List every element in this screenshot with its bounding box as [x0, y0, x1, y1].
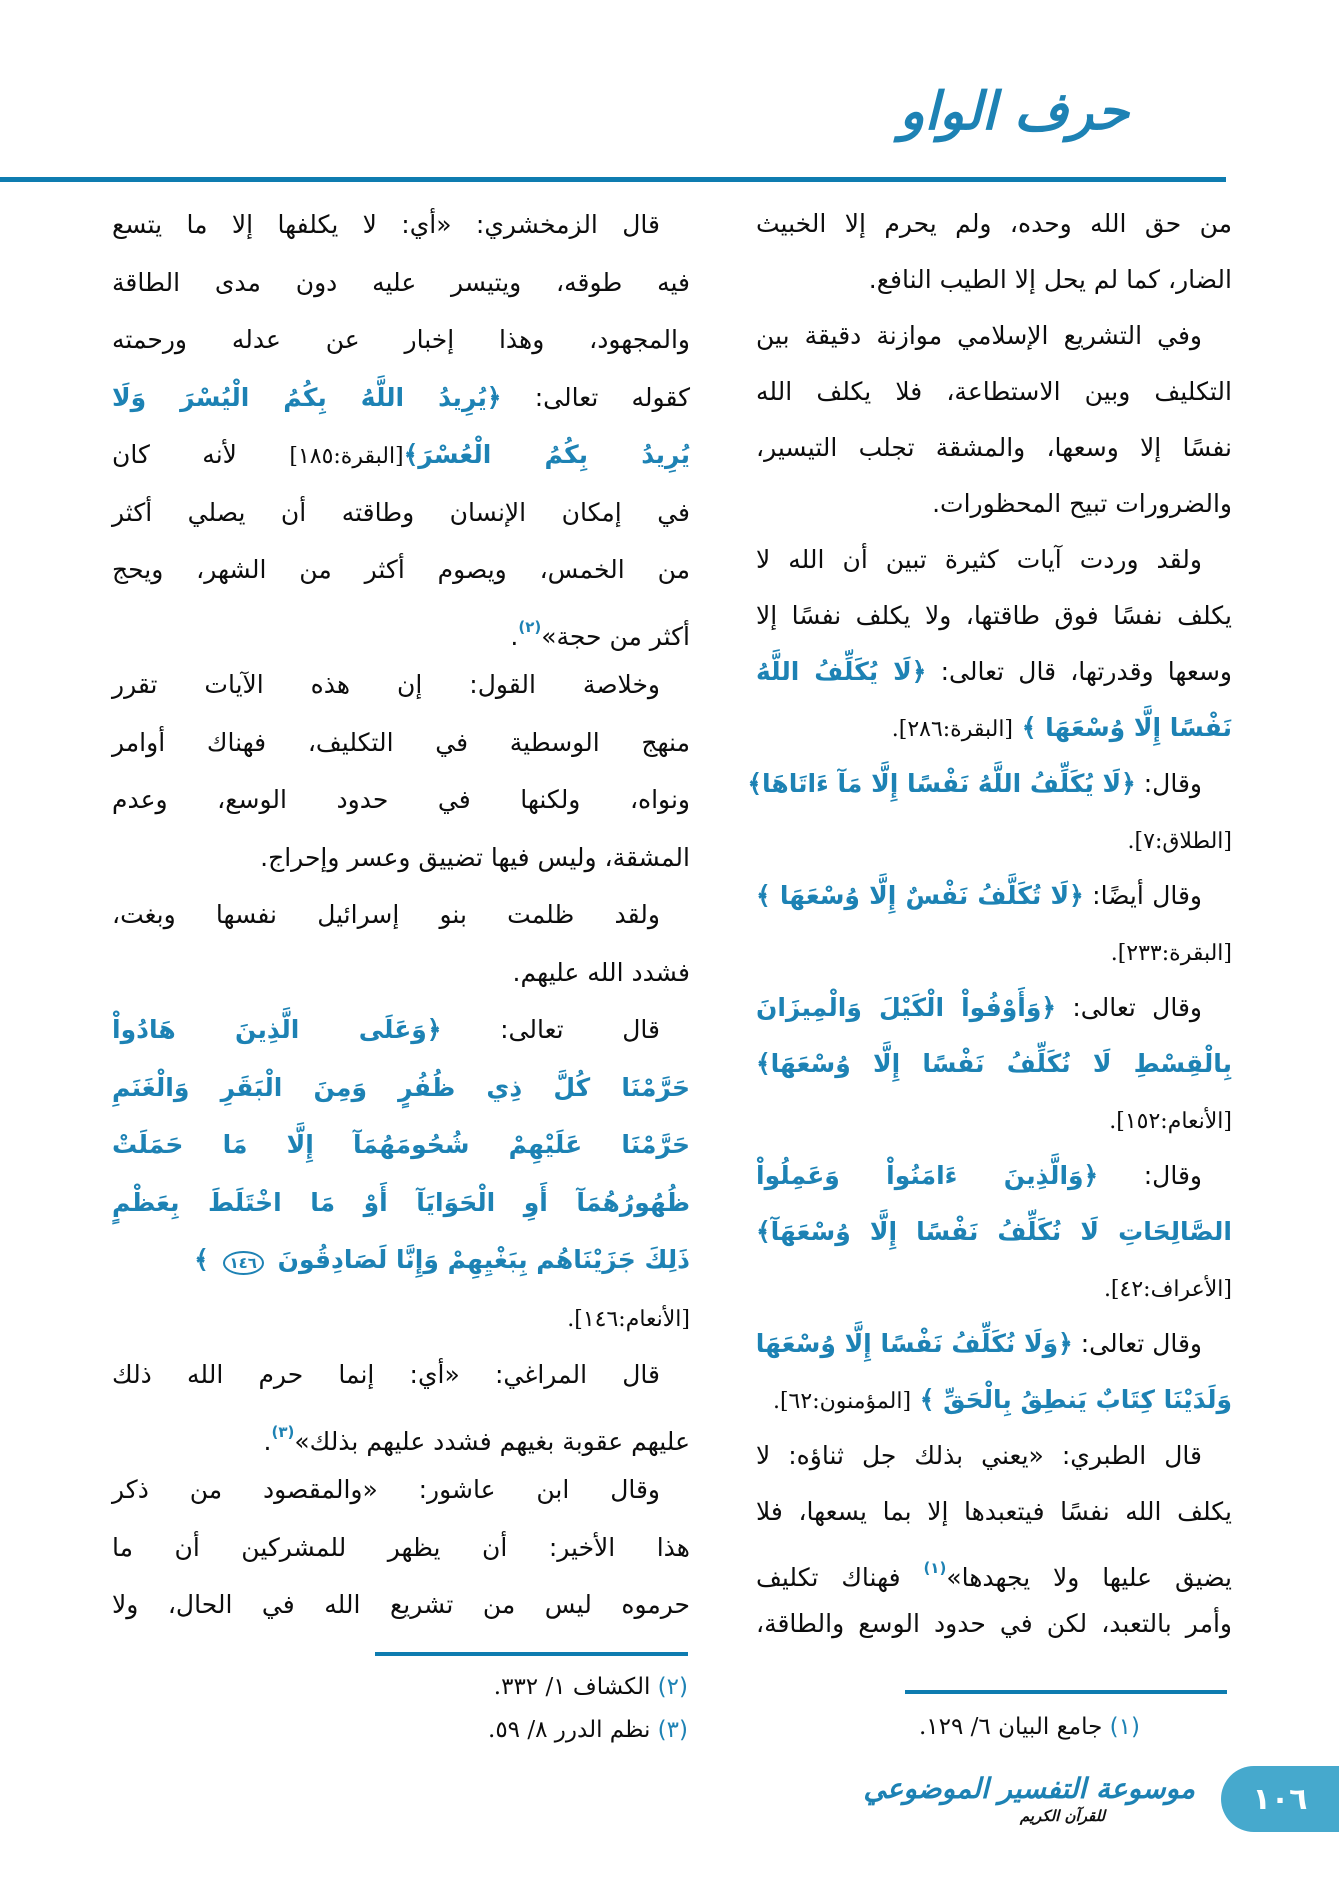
- text-line: [112, 369, 690, 427]
- body-text: وخلاصة القول: إن هذه الآيات تقرر: [112, 670, 660, 699]
- text-line: [756, 588, 1232, 644]
- body-text: يضيق عليها ولا يجهدها»: [946, 1563, 1232, 1592]
- text-line: [112, 771, 690, 829]
- text-line: [756, 196, 1232, 252]
- verse-reference: [الطلاق:٧].: [1127, 829, 1232, 854]
- text-line: [756, 1596, 1232, 1652]
- page-number-badge: [1221, 1766, 1339, 1832]
- quran-verse-text: ﴿يُرِيدُ اللَّهُ بِكُمُ الْيُسْرَ وَلَا: [112, 382, 502, 412]
- chapter-title-calligraphy: حرف الواو: [899, 82, 1129, 142]
- footnote-marker: (٢): [518, 617, 542, 636]
- text-line: [112, 714, 690, 772]
- body-text: من الخمس، ويصوم أكثر من الشهر، ويحج: [112, 555, 690, 584]
- text-line: [112, 1174, 690, 1232]
- quran-verse-text: ﴿لَا يُكَلِّفُ اللَّهُ: [756, 657, 927, 686]
- footnote-marker: (٣): [271, 1422, 295, 1441]
- ayah-number: ١٤٦: [223, 1251, 264, 1275]
- footnote-text: الكشاف ١/ ٣٣٢.: [493, 1674, 651, 1700]
- body-text: قال المراغي: «أي: إنما حرم الله ذلك: [112, 1360, 660, 1389]
- body-text: وقال تعالى:: [1072, 1329, 1202, 1358]
- body-text: كقوله تعالى:: [501, 382, 690, 412]
- body-text: من حق الله وحده، ولم يحرم إلا الخبيث: [756, 209, 1232, 238]
- body-text: والضرورات تبيح المحظورات.: [932, 489, 1232, 518]
- verse-reference: [الأنعام:١٥٢].: [1109, 1109, 1232, 1134]
- footnote: [128, 1666, 688, 1709]
- body-text: وقال:: [1098, 1161, 1202, 1190]
- footnote-marker: (٢): [650, 1674, 688, 1700]
- quran-verse-text: ظُهُورُهُمَآ أَوِ الْحَوَايَآ أَوْ مَا اخْتَلَطَ بِعَظْمٍ: [112, 1187, 690, 1217]
- text-line: [756, 1092, 1232, 1148]
- body-text: التكليف وبين الاستطاعة، فلا يكلف الله: [756, 377, 1232, 406]
- body-text: ولقد ظلمت بنو إسرائيل نفسها وبغت،: [112, 900, 660, 929]
- quran-verse-text: ﴿وَلَا نُكَلِّفُ نَفْسًا إِلَّا وُسْعَهَا: [755, 1329, 1073, 1358]
- body-text: المشقة، وليس فيها تضييق وعسر وإحراج.: [260, 842, 690, 872]
- body-text: وسعها وقدرتها، قال تعالى:: [926, 657, 1232, 686]
- text-line: [756, 980, 1232, 1036]
- text-line: [112, 1231, 690, 1289]
- body-text: يكلف نفسًا فوق طاقتها، ولا يكلف نفسًا إلا: [756, 601, 1232, 630]
- body-text: يكلف الله نفسًا فيتعبدها إلا بما يسعها، فلا: [756, 1497, 1232, 1526]
- body-text: ولقد وردت آيات كثيرة تبين أن الله لا: [756, 545, 1202, 574]
- body-text: قال الطبري: «يعني بذلك جل ثناؤه: لا: [756, 1441, 1202, 1470]
- text-column-left: [112, 196, 690, 1634]
- body-text: والمجهود، وهذا إخبار عن عدله ورحمته: [112, 325, 690, 354]
- page-number: ١٠٦: [1252, 1781, 1308, 1817]
- publisher-logo: [863, 1772, 1195, 1825]
- text-line: [112, 1519, 690, 1577]
- verse-reference: [البقرة:٢٣٣].: [1110, 941, 1232, 966]
- text-line: [756, 1204, 1232, 1260]
- text-line: [756, 308, 1232, 364]
- text-line: [756, 868, 1232, 924]
- body-text: منهج الوسطية في التكليف، فهناك أوامر: [112, 727, 690, 757]
- body-text: قال تعالى:: [441, 1015, 660, 1044]
- text-line: [112, 1001, 690, 1059]
- footnotes-left-column: [128, 1666, 688, 1752]
- quran-verse-text: ذَلِكَ جَزَيْنَاهُم بِبَغْيِهِمْ وَإِنَّا لَصَادِقُونَ: [268, 1245, 690, 1274]
- verse-reference: [البقرة:٢٨٦].: [891, 717, 1014, 742]
- body-text: الضار، كما لم يحل إلا الطيب النافع.: [868, 265, 1232, 294]
- text-line: [112, 311, 690, 369]
- footnote-marker: (٣): [650, 1717, 688, 1743]
- text-line: [112, 1059, 690, 1117]
- footnote-separator-right: [905, 1690, 1227, 1694]
- text-line: [112, 944, 690, 1002]
- body-text: وقال أيضًا:: [1083, 881, 1202, 910]
- text-line: [747, 756, 1232, 812]
- body-text: فهناك تكليف: [756, 1563, 924, 1592]
- text-line: [756, 1428, 1232, 1484]
- text-line: [112, 196, 690, 254]
- verse-reference: [البقرة:١٨٥]: [289, 444, 404, 469]
- body-text: هذا الأخير: أن يظهر للمشركين أن ما: [112, 1532, 690, 1562]
- body-text: حرموه ليس من تشريع الله في الحال، ولا: [112, 1590, 690, 1619]
- footnote-text: جامع البيان ٦/ ١٢٩.: [918, 1714, 1103, 1740]
- body-text: في إمكان الإنسان وطاقته أن يصلي أكثر: [112, 497, 690, 527]
- quran-verse-text: ﴿وَالَّذِينَ ءَامَنُواْ وَعَمِلُواْ: [756, 1161, 1099, 1190]
- body-text: أكثر من حجة»: [541, 621, 690, 651]
- quran-verse-text: ﴿وَعَلَى الَّذِينَ هَادُواْ: [112, 1015, 442, 1044]
- quran-verse-text: ﴿لَا يُكَلِّفُ اللَّهُ نَفْسًا إِلَّا مَآ ءَاتَاهَا﴾: [747, 769, 1136, 798]
- body-text: لأنه كان: [112, 440, 290, 469]
- quran-verse-text: بِالْقِسْطِ لَا نُكَلِّفُ نَفْسًا إِلَّا وُسْعَهَا﴾: [756, 1049, 1232, 1078]
- quran-verse-text: وَلَدَيْنَا كِتَابٌ يَنطِقُ بِالْحَقِّ ﴾: [911, 1385, 1232, 1414]
- text-line: [756, 1540, 1232, 1596]
- quran-verse-text: حَرَّمْنَا عَلَيْهِمْ شُحُومَهُمَآ إِلَّا مَا حَمَلَتْ: [112, 1130, 690, 1159]
- body-text: .: [510, 621, 519, 651]
- verse-reference: [الأنعام:١٤٦].: [567, 1306, 690, 1332]
- body-text: فشدد الله عليهم.: [512, 957, 690, 987]
- text-line: [756, 700, 1232, 756]
- text-line: [112, 1116, 690, 1174]
- verse-reference: [الأعراف:٤٢].: [1103, 1277, 1232, 1302]
- text-line: [756, 924, 1232, 980]
- verse-reference: [المؤمنون:٦٢].: [772, 1389, 912, 1414]
- publisher-logo-calligraphy: موسوعة التفسير الموضوعي: [863, 1772, 1195, 1805]
- text-line: [756, 812, 1232, 868]
- body-text: وقال:: [1135, 769, 1202, 798]
- quran-verse-text: الصَّالِحَاتِ لَا نُكَلِّفُ نَفْسًا إِلَّا وُسْعَهَآ﴾: [756, 1217, 1232, 1246]
- quran-verse-text: ﴿لَا تُكَلَّفُ نَفْسٌ إِلَّا وُسْعَهَا ﴾: [756, 881, 1084, 910]
- footnote-marker: (١): [1102, 1714, 1140, 1740]
- text-line: [756, 1484, 1232, 1540]
- text-line: [112, 1576, 690, 1634]
- body-text: نفسًا إلا وسعها، والمشقة تجلب التيسير،: [756, 433, 1232, 462]
- body-text: .: [263, 1426, 272, 1456]
- body-text: وفي التشريع الإسلامي موازنة دقيقة بين: [756, 321, 1202, 350]
- text-line: [756, 252, 1232, 308]
- quran-verse-text: حَرَّمْنَا كُلَّ ذِي ظُفُرٍ وَمِنَ الْبَقَرِ وَالْغَنَمِ: [112, 1072, 690, 1102]
- footnotes-right-column: [710, 1706, 1140, 1749]
- header-divider-rule: [0, 177, 1226, 182]
- quran-verse-text: ﴿وَأَوْفُواْ الْكَيْلَ وَالْمِيزَانَ: [756, 993, 1057, 1022]
- text-line: [756, 1036, 1232, 1092]
- text-line: [756, 644, 1232, 700]
- text-line: [112, 1461, 690, 1519]
- body-text: فيه طوقه، ويتيسر عليه دون مدى الطاقة: [112, 267, 690, 297]
- footnote-marker: (١): [923, 1559, 947, 1577]
- text-line: [756, 1316, 1232, 1372]
- text-line: [756, 476, 1232, 532]
- text-line: [112, 656, 690, 714]
- quran-verse-text: يُرِيدُ بِكُمُ الْعُسْرَ﴾: [403, 440, 690, 469]
- quran-verse-text: ﴾: [194, 1245, 218, 1274]
- footnote-text: نظم الدرر ٨/ ٥٩.: [488, 1717, 651, 1743]
- text-line: [112, 254, 690, 312]
- text-column-right: [747, 196, 1232, 1652]
- text-line: [112, 829, 690, 887]
- footnote-separator-left: [375, 1652, 688, 1656]
- footnote: [710, 1706, 1140, 1749]
- quran-verse-text: نَفْسًا إِلَّا وُسْعَهَا ﴾: [1013, 713, 1232, 742]
- text-line: [756, 1148, 1232, 1204]
- text-line: [112, 1404, 690, 1462]
- body-text: وقال تعالى:: [1056, 993, 1202, 1022]
- footnote: [128, 1709, 688, 1752]
- text-line: [112, 886, 690, 944]
- text-line: [756, 532, 1232, 588]
- body-text: وقال ابن عاشور: «والمقصود من ذكر: [112, 1475, 660, 1504]
- text-line: [756, 364, 1232, 420]
- publisher-logo-subtitle: للقرآن الكريم: [1019, 1807, 1106, 1825]
- text-line: [756, 1372, 1232, 1428]
- body-text: قال الزمخشري: «أي: لا يكلفها إلا ما يتسع: [112, 210, 660, 239]
- text-line: [112, 599, 690, 657]
- body-text: عليهم عقوبة بغيهم فشدد عليهم بذلك»: [294, 1426, 690, 1456]
- text-line: [112, 484, 690, 542]
- text-line: [112, 1346, 690, 1404]
- body-text: وأمر بالتعبد، لكن في حدود الوسع والطاقة،: [756, 1609, 1232, 1638]
- text-line: [756, 420, 1232, 476]
- body-text: ونواه، ولكنها في حدود الوسع، وعدم: [112, 785, 690, 814]
- text-line: [756, 1260, 1232, 1316]
- text-line: [112, 541, 690, 599]
- text-line: [112, 1289, 690, 1347]
- text-line: [112, 426, 690, 484]
